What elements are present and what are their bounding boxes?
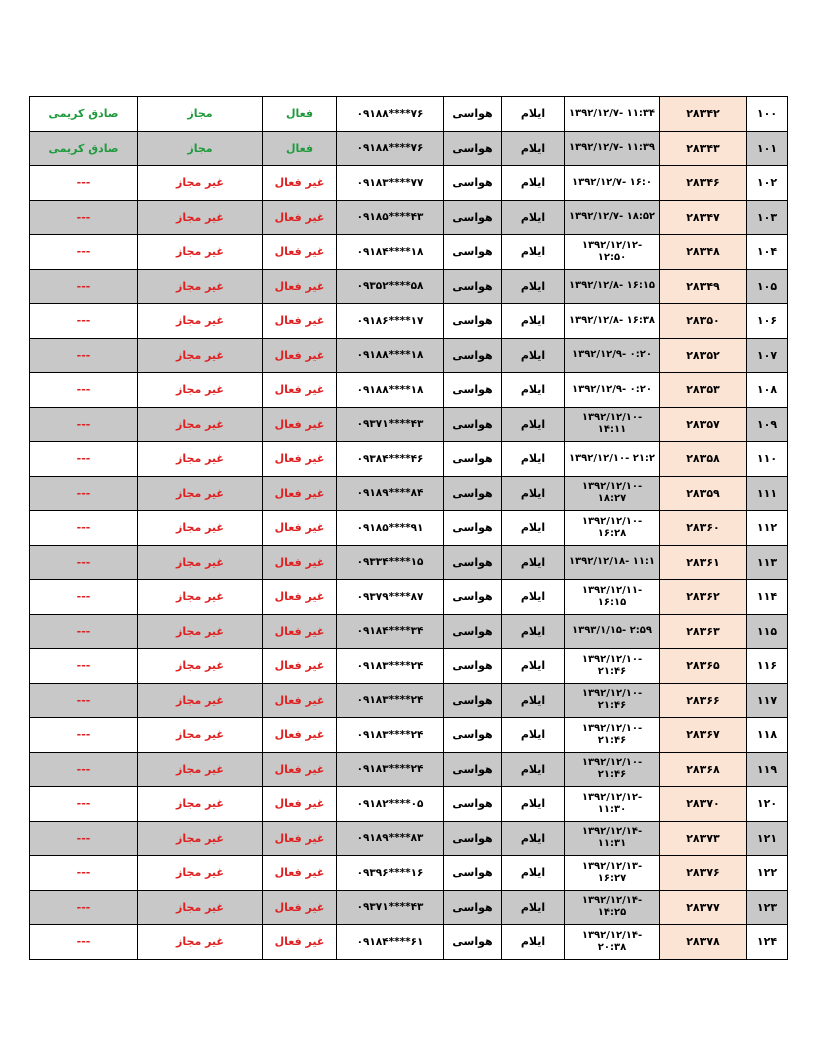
row-number-cell: ۱۱۸: [747, 718, 788, 753]
id-cell: ۲۸۳۴۹: [660, 269, 747, 304]
table-row: [30, 476, 788, 511]
row-number-cell: ۱۱۵: [747, 614, 788, 649]
person-cell: ---: [30, 200, 138, 235]
permission-cell: غیر مجاز: [138, 649, 263, 684]
id-cell: ۲۸۳۴۳: [660, 131, 747, 166]
person-cell: ---: [30, 407, 138, 442]
person-cell: ---: [30, 442, 138, 477]
table-row: [30, 614, 788, 649]
status-cell: غیر فعال: [263, 890, 337, 925]
person-cell: ---: [30, 166, 138, 201]
person-cell: ---: [30, 890, 138, 925]
id-cell: ۲۸۳۶۶: [660, 683, 747, 718]
person-cell: صادق کریمی: [30, 131, 138, 166]
status-cell: غیر فعال: [263, 442, 337, 477]
type-cell: هواسی: [444, 476, 502, 511]
permission-cell: غیر مجاز: [138, 304, 263, 339]
person-cell: ---: [30, 235, 138, 270]
type-cell: هواسی: [444, 683, 502, 718]
phone-cell: ۰۹۱۸۳****۷۷: [337, 166, 444, 201]
table-row: [30, 925, 788, 960]
type-cell: هواسی: [444, 718, 502, 753]
date-cell: ۱۳۹۲/۱۲/۱۴- ۲۰:۳۸: [565, 925, 660, 960]
permission-cell: غیر مجاز: [138, 235, 263, 270]
id-cell: ۲۸۳۶۸: [660, 752, 747, 787]
permission-cell: غیر مجاز: [138, 407, 263, 442]
table-row: [30, 649, 788, 684]
date-cell: ۱۳۹۲/۱۲/۱۰- ۲۱:۴۶: [565, 683, 660, 718]
status-cell: غیر فعال: [263, 925, 337, 960]
date-cell: ۱۳۹۲/۱۲/۱۲- ۱۱:۳۰: [565, 787, 660, 822]
date-cell: ۱۳۹۲/۱۲/۱۴- ۱۱:۳۱: [565, 821, 660, 856]
permission-cell: مجاز: [138, 131, 263, 166]
type-cell: هواسی: [444, 304, 502, 339]
id-cell: ۲۸۳۷۸: [660, 925, 747, 960]
type-cell: هواسی: [444, 338, 502, 373]
person-cell: ---: [30, 545, 138, 580]
phone-cell: ۰۹۱۸۳****۲۴: [337, 718, 444, 753]
city-cell: ایلام: [502, 269, 565, 304]
city-cell: ایلام: [502, 856, 565, 891]
date-cell: ۱۳۹۲/۱۲/۷- ۱۸:۵۲: [565, 200, 660, 235]
row-number-cell: ۱۱۴: [747, 580, 788, 615]
person-cell: صادق کریمی: [30, 97, 138, 132]
status-cell: غیر فعال: [263, 614, 337, 649]
type-cell: هواسی: [444, 97, 502, 132]
phone-cell: ۰۹۱۸۸****۱۸: [337, 373, 444, 408]
person-cell: ---: [30, 856, 138, 891]
date-cell: ۱۳۹۲/۱۲/۹- ۰:۲۰: [565, 338, 660, 373]
person-cell: ---: [30, 511, 138, 546]
row-number-cell: ۱۰۲: [747, 166, 788, 201]
city-cell: ایلام: [502, 925, 565, 960]
city-cell: ایلام: [502, 718, 565, 753]
phone-cell: ۰۹۳۷۹****۸۷: [337, 580, 444, 615]
phone-cell: ۰۹۳۵۲****۵۸: [337, 269, 444, 304]
row-number-cell: ۱۱۹: [747, 752, 788, 787]
type-cell: هواسی: [444, 787, 502, 822]
status-cell: غیر فعال: [263, 821, 337, 856]
date-cell: ۱۳۹۳/۱/۱۵- ۲:۵۹: [565, 614, 660, 649]
id-cell: ۲۸۳۷۰: [660, 787, 747, 822]
id-cell: ۲۸۳۵۳: [660, 373, 747, 408]
table-row: [30, 718, 788, 753]
phone-cell: ۰۹۳۷۱****۴۳: [337, 407, 444, 442]
permission-cell: غیر مجاز: [138, 787, 263, 822]
date-cell: ۱۳۹۲/۱۲/۱۰- ۲۱:۲: [565, 442, 660, 477]
date-cell: ۱۳۹۲/۱۲/۱۰- ۲۱:۴۶: [565, 649, 660, 684]
city-cell: ایلام: [502, 131, 565, 166]
table-row: [30, 787, 788, 822]
row-number-cell: ۱۰۳: [747, 200, 788, 235]
id-cell: ۲۸۳۵۲: [660, 338, 747, 373]
phone-cell: ۰۹۱۸۲****۰۵: [337, 787, 444, 822]
permission-cell: غیر مجاز: [138, 580, 263, 615]
permission-cell: غیر مجاز: [138, 683, 263, 718]
city-cell: ایلام: [502, 338, 565, 373]
row-number-cell: ۱۰۰: [747, 97, 788, 132]
status-cell: غیر فعال: [263, 200, 337, 235]
person-cell: ---: [30, 269, 138, 304]
date-cell: ۱۳۹۲/۱۲/۸- ۱۶:۳۸: [565, 304, 660, 339]
row-number-cell: ۱۲۰: [747, 787, 788, 822]
permission-cell: غیر مجاز: [138, 200, 263, 235]
status-cell: فعال: [263, 97, 337, 132]
table-row: [30, 304, 788, 339]
date-cell: ۱۳۹۲/۱۲/۱۲- ۱۲:۵۰: [565, 235, 660, 270]
city-cell: ایلام: [502, 649, 565, 684]
id-cell: ۲۸۳۵۷: [660, 407, 747, 442]
id-cell: ۲۸۳۴۶: [660, 166, 747, 201]
date-cell: ۱۳۹۲/۱۲/۱۰- ۲۱:۴۶: [565, 752, 660, 787]
table-row: [30, 235, 788, 270]
permission-cell: غیر مجاز: [138, 925, 263, 960]
city-cell: ایلام: [502, 476, 565, 511]
permission-cell: غیر مجاز: [138, 821, 263, 856]
table-row: [30, 442, 788, 477]
phone-cell: ۰۹۱۸۳****۲۴: [337, 683, 444, 718]
row-number-cell: ۱۱۲: [747, 511, 788, 546]
type-cell: هواسی: [444, 166, 502, 201]
status-cell: غیر فعال: [263, 269, 337, 304]
permission-cell: غیر مجاز: [138, 338, 263, 373]
city-cell: ایلام: [502, 752, 565, 787]
id-cell: ۲۸۳۷۶: [660, 856, 747, 891]
id-cell: ۲۸۳۶۷: [660, 718, 747, 753]
table-row: [30, 407, 788, 442]
id-cell: ۲۸۳۶۰: [660, 511, 747, 546]
phone-cell: ۰۹۱۸۴****۱۸: [337, 235, 444, 270]
table-row: [30, 890, 788, 925]
id-cell: ۲۸۳۴۸: [660, 235, 747, 270]
city-cell: ایلام: [502, 890, 565, 925]
id-cell: ۲۸۳۶۳: [660, 614, 747, 649]
permission-cell: غیر مجاز: [138, 752, 263, 787]
table-row: [30, 856, 788, 891]
date-cell: ۱۳۹۲/۱۲/۹- ۰:۲۰: [565, 373, 660, 408]
table-row: [30, 511, 788, 546]
status-cell: غیر فعال: [263, 166, 337, 201]
records-table-body: [30, 97, 788, 960]
phone-cell: ۰۹۱۸۵****۹۱: [337, 511, 444, 546]
type-cell: هواسی: [444, 890, 502, 925]
city-cell: ایلام: [502, 511, 565, 546]
type-cell: هواسی: [444, 442, 502, 477]
type-cell: هواسی: [444, 200, 502, 235]
row-number-cell: ۱۰۴: [747, 235, 788, 270]
permission-cell: غیر مجاز: [138, 511, 263, 546]
phone-cell: ۰۹۱۸۸****۷۶: [337, 131, 444, 166]
table-row: [30, 200, 788, 235]
permission-cell: غیر مجاز: [138, 442, 263, 477]
city-cell: ایلام: [502, 545, 565, 580]
status-cell: غیر فعال: [263, 683, 337, 718]
person-cell: ---: [30, 580, 138, 615]
date-cell: ۱۳۹۲/۱۲/۱۴- ۱۴:۲۵: [565, 890, 660, 925]
city-cell: ایلام: [502, 373, 565, 408]
permission-cell: غیر مجاز: [138, 718, 263, 753]
table-row: [30, 545, 788, 580]
type-cell: هواسی: [444, 614, 502, 649]
date-cell: ۱۳۹۲/۱۲/۷- ۱۱:۳۴: [565, 97, 660, 132]
person-cell: ---: [30, 683, 138, 718]
phone-cell: ۰۹۱۸۳****۲۴: [337, 649, 444, 684]
date-cell: ۱۳۹۲/۱۲/۷- ۱۶:۰: [565, 166, 660, 201]
table-row: [30, 97, 788, 132]
city-cell: ایلام: [502, 304, 565, 339]
table-row: [30, 580, 788, 615]
phone-cell: ۰۹۱۸۴****۳۴: [337, 614, 444, 649]
row-number-cell: ۱۰۷: [747, 338, 788, 373]
permission-cell: غیر مجاز: [138, 545, 263, 580]
status-cell: غیر فعال: [263, 304, 337, 339]
status-cell: غیر فعال: [263, 649, 337, 684]
type-cell: هواسی: [444, 131, 502, 166]
row-number-cell: ۱۲۴: [747, 925, 788, 960]
row-number-cell: ۱۰۸: [747, 373, 788, 408]
type-cell: هواسی: [444, 821, 502, 856]
row-number-cell: ۱۰۹: [747, 407, 788, 442]
type-cell: هواسی: [444, 407, 502, 442]
id-cell: ۲۸۳۶۲: [660, 580, 747, 615]
permission-cell: مجاز: [138, 97, 263, 132]
phone-cell: ۰۹۱۸۳****۲۴: [337, 752, 444, 787]
row-number-cell: ۱۲۲: [747, 856, 788, 891]
type-cell: هواسی: [444, 752, 502, 787]
date-cell: ۱۳۹۲/۱۲/۱۰- ۲۱:۴۶: [565, 718, 660, 753]
row-number-cell: ۱۱۶: [747, 649, 788, 684]
permission-cell: غیر مجاز: [138, 614, 263, 649]
phone-cell: ۰۹۱۸۹****۸۳: [337, 821, 444, 856]
person-cell: ---: [30, 649, 138, 684]
city-cell: ایلام: [502, 200, 565, 235]
person-cell: ---: [30, 614, 138, 649]
phone-cell: ۰۹۳۳۴****۱۵: [337, 545, 444, 580]
type-cell: هواسی: [444, 580, 502, 615]
phone-cell: ۰۹۱۸۴****۶۱: [337, 925, 444, 960]
permission-cell: غیر مجاز: [138, 269, 263, 304]
city-cell: ایلام: [502, 442, 565, 477]
status-cell: غیر فعال: [263, 338, 337, 373]
status-cell: غیر فعال: [263, 545, 337, 580]
type-cell: هواسی: [444, 269, 502, 304]
status-cell: غیر فعال: [263, 373, 337, 408]
person-cell: ---: [30, 718, 138, 753]
phone-cell: ۰۹۱۸۵****۴۳: [337, 200, 444, 235]
city-cell: ایلام: [502, 683, 565, 718]
person-cell: ---: [30, 373, 138, 408]
city-cell: ایلام: [502, 821, 565, 856]
phone-cell: ۰۹۳۹۶****۱۶: [337, 856, 444, 891]
city-cell: ایلام: [502, 166, 565, 201]
id-cell: ۲۸۳۷۳: [660, 821, 747, 856]
phone-cell: ۰۹۱۸۸****۷۶: [337, 97, 444, 132]
date-cell: ۱۳۹۲/۱۲/۸- ۱۶:۱۵: [565, 269, 660, 304]
id-cell: ۲۸۳۵۹: [660, 476, 747, 511]
phone-cell: ۰۹۱۸۹****۸۴: [337, 476, 444, 511]
permission-cell: غیر مجاز: [138, 166, 263, 201]
permission-cell: غیر مجاز: [138, 890, 263, 925]
person-cell: ---: [30, 338, 138, 373]
table-row: [30, 166, 788, 201]
city-cell: ایلام: [502, 407, 565, 442]
table-row: [30, 338, 788, 373]
person-cell: ---: [30, 787, 138, 822]
id-cell: ۲۸۳۶۱: [660, 545, 747, 580]
status-cell: غیر فعال: [263, 752, 337, 787]
type-cell: هواسی: [444, 856, 502, 891]
permission-cell: غیر مجاز: [138, 856, 263, 891]
id-cell: ۲۸۳۵۰: [660, 304, 747, 339]
row-number-cell: ۱۱۳: [747, 545, 788, 580]
row-number-cell: ۱۲۳: [747, 890, 788, 925]
city-cell: ایلام: [502, 97, 565, 132]
city-cell: ایلام: [502, 787, 565, 822]
type-cell: هواسی: [444, 235, 502, 270]
person-cell: ---: [30, 304, 138, 339]
table-row: [30, 269, 788, 304]
status-cell: غیر فعال: [263, 856, 337, 891]
type-cell: هواسی: [444, 545, 502, 580]
id-cell: ۲۸۳۶۵: [660, 649, 747, 684]
table-row: [30, 131, 788, 166]
city-cell: ایلام: [502, 614, 565, 649]
id-cell: ۲۸۳۵۸: [660, 442, 747, 477]
status-cell: غیر فعال: [263, 718, 337, 753]
date-cell: ۱۳۹۲/۱۲/۱۳- ۱۶:۲۷: [565, 856, 660, 891]
phone-cell: ۰۹۳۷۱****۴۳: [337, 890, 444, 925]
status-cell: غیر فعال: [263, 476, 337, 511]
table-row: [30, 683, 788, 718]
row-number-cell: ۱۱۰: [747, 442, 788, 477]
id-cell: ۲۸۳۴۲: [660, 97, 747, 132]
id-cell: ۲۸۳۴۷: [660, 200, 747, 235]
table-row: [30, 373, 788, 408]
city-cell: ایلام: [502, 580, 565, 615]
status-cell: غیر فعال: [263, 407, 337, 442]
permission-cell: غیر مجاز: [138, 373, 263, 408]
row-number-cell: ۱۱۷: [747, 683, 788, 718]
permission-cell: غیر مجاز: [138, 476, 263, 511]
date-cell: ۱۳۹۲/۱۲/۷- ۱۱:۳۹: [565, 131, 660, 166]
status-cell: غیر فعال: [263, 511, 337, 546]
status-cell: فعال: [263, 131, 337, 166]
table-row: [30, 821, 788, 856]
row-number-cell: ۱۲۱: [747, 821, 788, 856]
row-number-cell: ۱۱۱: [747, 476, 788, 511]
id-cell: ۲۸۳۷۷: [660, 890, 747, 925]
row-number-cell: ۱۰۵: [747, 269, 788, 304]
row-number-cell: ۱۰۶: [747, 304, 788, 339]
table-row: [30, 752, 788, 787]
city-cell: ایلام: [502, 235, 565, 270]
person-cell: ---: [30, 925, 138, 960]
phone-cell: ۰۹۳۸۴****۴۶: [337, 442, 444, 477]
date-cell: ۱۳۹۲/۱۲/۱۰- ۱۶:۲۸: [565, 511, 660, 546]
person-cell: ---: [30, 752, 138, 787]
date-cell: ۱۳۹۲/۱۲/۱۱- ۱۶:۱۵: [565, 580, 660, 615]
date-cell: ۱۳۹۲/۱۲/۱۸- ۱۱:۱: [565, 545, 660, 580]
person-cell: ---: [30, 821, 138, 856]
person-cell: ---: [30, 476, 138, 511]
status-cell: غیر فعال: [263, 787, 337, 822]
row-number-cell: ۱۰۱: [747, 131, 788, 166]
date-cell: ۱۳۹۲/۱۲/۱۰- ۱۴:۱۱: [565, 407, 660, 442]
type-cell: هواسی: [444, 511, 502, 546]
phone-cell: ۰۹۱۸۸****۱۸: [337, 338, 444, 373]
type-cell: هواسی: [444, 925, 502, 960]
status-cell: غیر فعال: [263, 580, 337, 615]
type-cell: هواسی: [444, 649, 502, 684]
status-cell: غیر فعال: [263, 235, 337, 270]
date-cell: ۱۳۹۲/۱۲/۱۰- ۱۸:۲۷: [565, 476, 660, 511]
records-table: [29, 96, 788, 960]
type-cell: هواسی: [444, 373, 502, 408]
phone-cell: ۰۹۱۸۶****۱۷: [337, 304, 444, 339]
